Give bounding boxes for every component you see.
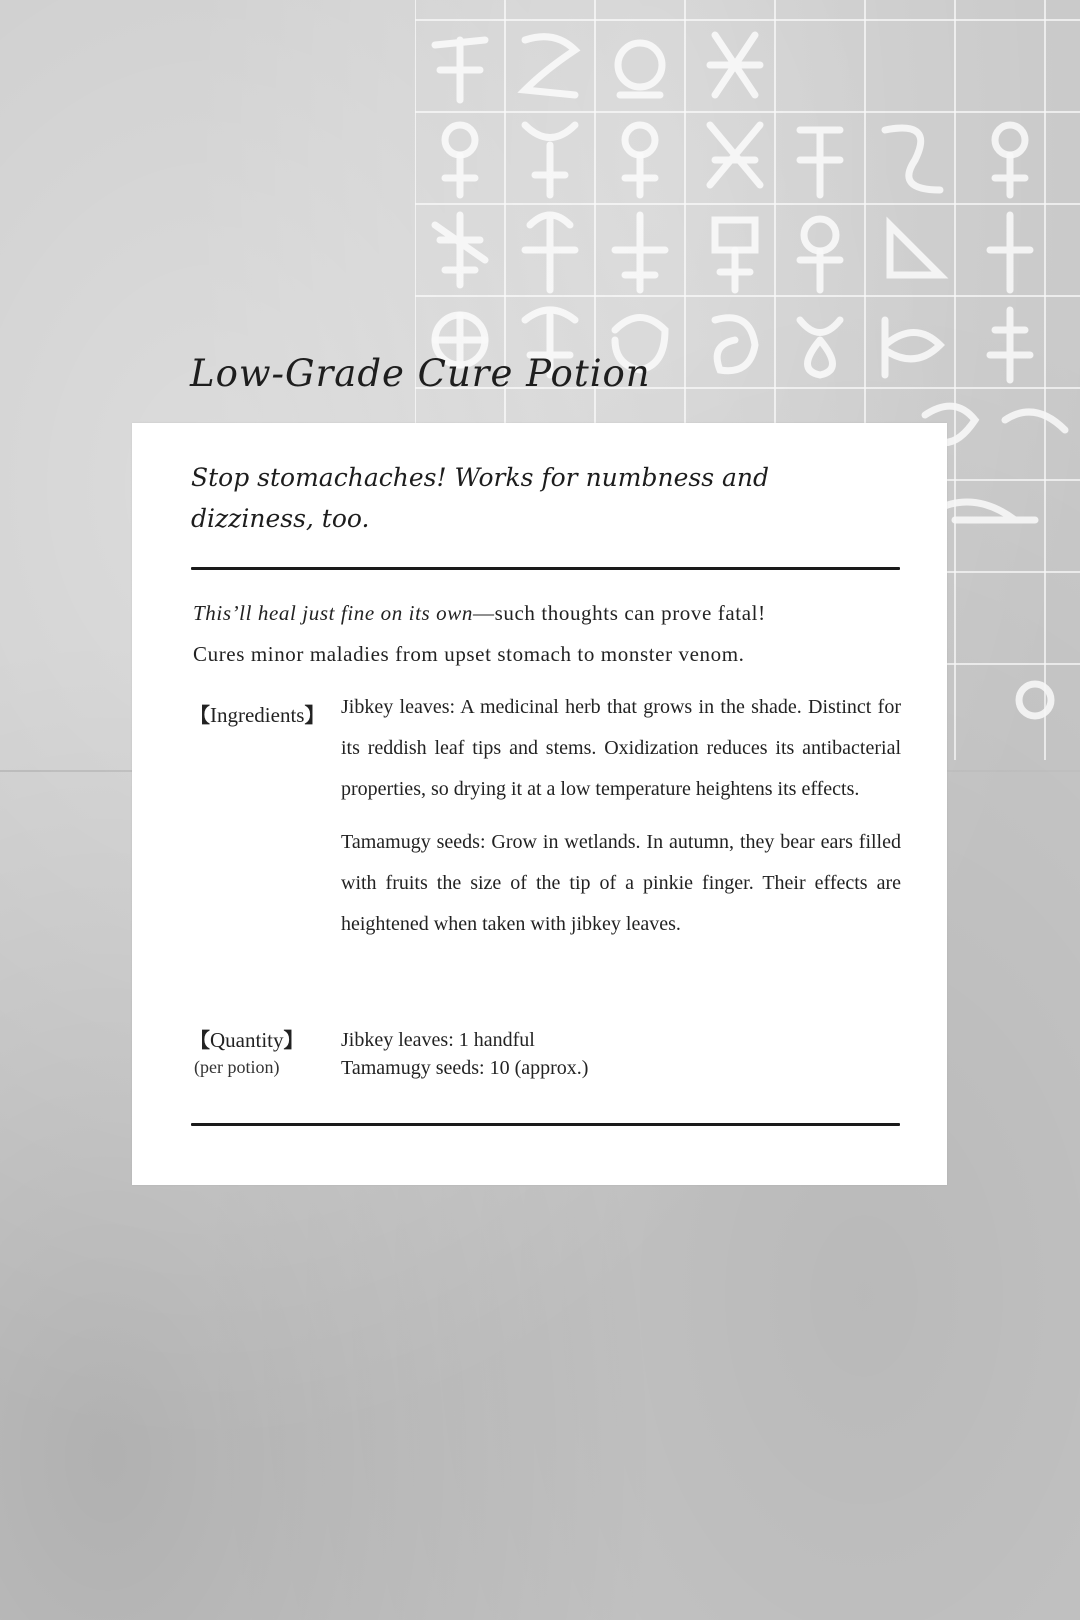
intro-italic: This’ll heal just fine on its own <box>193 601 473 625</box>
quantity-sublabel: (per potion) <box>194 1057 280 1077</box>
ingredient-paragraph-jibkey: Jibkey leaves: A medicinal herb that grows in the shade. Distinct for its reddish leaf tips and stems. Oxidization reduces its antibacterial properties, so drying it at a low temperature heightens its effects. <box>341 696 901 800</box>
quantity-label-text: Quantity <box>210 1028 284 1052</box>
ingredient-paragraph-tamamugy: Tamamugy seeds: Grow in wetlands. In autumn, they bear ears filled with fruits the size of the tip of a pinkie finger. Their effects are heightened when taken with jibkey leaves. <box>341 831 901 935</box>
intro-text <box>193 593 893 675</box>
bracket-close-icon: 】 <box>283 1028 304 1052</box>
quantity-item: Tamamugy seeds: 10 (approx.) <box>341 1057 589 1079</box>
ingredients-label-text: Ingredients <box>210 703 305 727</box>
bracket-open-icon: 【 <box>190 1028 210 1052</box>
quantity-label <box>190 1026 304 1054</box>
ingredients-description <box>341 687 901 957</box>
ingredients-label <box>190 701 324 729</box>
quantity-item: Jibkey leaves: 1 handful <box>341 1029 535 1051</box>
page-title: Low-Grade Cure Potion <box>190 352 651 395</box>
bracket-open-icon: 【 <box>190 703 210 727</box>
intro-rest: —such thoughts can prove fatal! <box>472 601 766 625</box>
recipe-card <box>132 423 947 1185</box>
intro-line-1 <box>193 593 893 634</box>
top-divider <box>191 567 900 570</box>
intro-line-2: Cures minor maladies from upset stomach to monster venom. <box>193 642 745 666</box>
bottom-divider <box>191 1123 900 1126</box>
recipe-subtitle: Stop stomachaches! Works for numbness and dizziness, too. <box>191 463 769 533</box>
quantity-list <box>341 1026 901 1082</box>
bracket-close-icon: 】 <box>304 703 325 727</box>
